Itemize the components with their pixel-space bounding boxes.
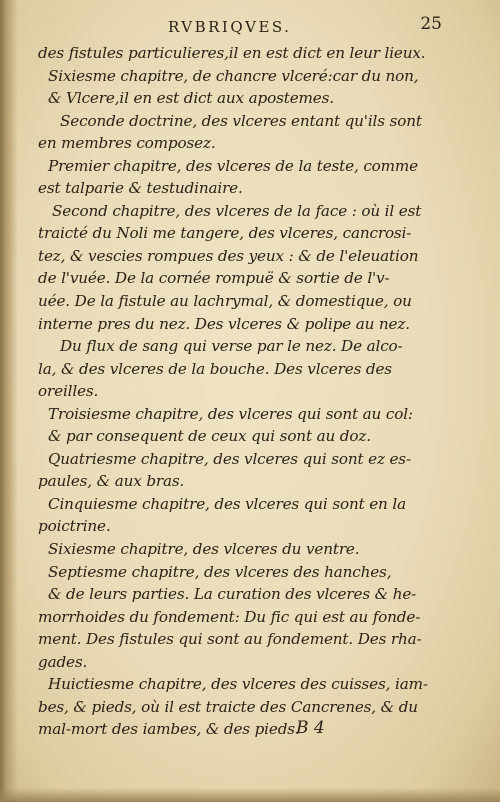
text-line: mal-mort des iambes, & des pieds.: [38, 720, 300, 739]
text-line: Huictiesme chapitre, des vlceres des cuisses, iam-: [48, 675, 428, 694]
text-line: Du flux de sang qui verse par le nez. De alco-: [60, 337, 403, 356]
text-line: Premier chapitre, des vlceres de la teste, comme: [48, 156, 419, 175]
page-gutter-shadow: [0, 0, 18, 802]
text-line: & Vlcere,il en est dict aux apostemes.: [48, 89, 334, 108]
running-head: RVBRIQVES.: [168, 18, 292, 36]
text-line: gades.: [38, 652, 88, 671]
text-line: Troisiesme chapitre, des vlceres qui sont au col:: [48, 404, 413, 423]
text-line: oreilles.: [38, 382, 99, 401]
text-line: est talparie & testudinaire.: [38, 179, 243, 198]
page-number: 25: [420, 14, 442, 34]
text-line: ment. Des fistules qui sont au fondement. Des rha-: [38, 630, 422, 649]
text-line: Sixiesme chapitre, de chancre vlceré:car du non,: [48, 66, 419, 85]
text-line: Septiesme chapitre, des vlceres des hanches,: [48, 562, 392, 581]
text-line: Cinquiesme chapitre, des vlceres qui sont en la: [48, 494, 406, 513]
page-header: [40, 12, 460, 38]
text-line: & par consequent de ceux qui sont au doz.: [48, 427, 371, 446]
page-bottom-shadow: [0, 788, 500, 802]
text-line: Quatriesme chapitre, des vlceres qui sont ez es-: [48, 449, 411, 468]
text-line: paules, & aux bras.: [38, 472, 185, 491]
text-line: bes, & pieds, où il est traicte des Cancrenes, & du: [38, 697, 418, 716]
text-line: Sixiesme chapitre, des vlceres du ventre.: [48, 540, 360, 559]
text-block: [38, 42, 472, 741]
signature-mark: B 4: [296, 718, 325, 738]
text-line: la, & des vlceres de la bouche. Des vlceres des: [38, 359, 392, 378]
text-line: morrhoides du fondement: Du fic qui est au fonde-: [38, 607, 421, 626]
text-line: Second chapitre, des vlceres de la face : où il est: [52, 201, 422, 220]
text-line: tez, & vescies rompues des yeux : & de l'eleuation: [38, 246, 419, 265]
text-line: de l'vuée. De la cornée rompuë & sortie de l'v-: [38, 269, 390, 288]
text-line: des fistules particulieres,il en est dict en leur lieux.: [38, 44, 426, 62]
text-line: poictrine.: [38, 517, 111, 536]
text-line: interne pres du nez. Des vlceres & polipe au nez.: [38, 314, 410, 333]
text-line: en membres composez.: [38, 134, 216, 153]
text-line: traicté du Noli me tangere, des vlceres, cancrosi-: [38, 224, 412, 243]
text-line: & de leurs parties. La curation des vlceres & he-: [48, 585, 417, 604]
text-line: Seconde doctrine, des vlceres entant qu'ils sont: [60, 111, 422, 130]
text-line: uée. De la fistule au lachrymal, & domestique, ou: [38, 292, 412, 311]
